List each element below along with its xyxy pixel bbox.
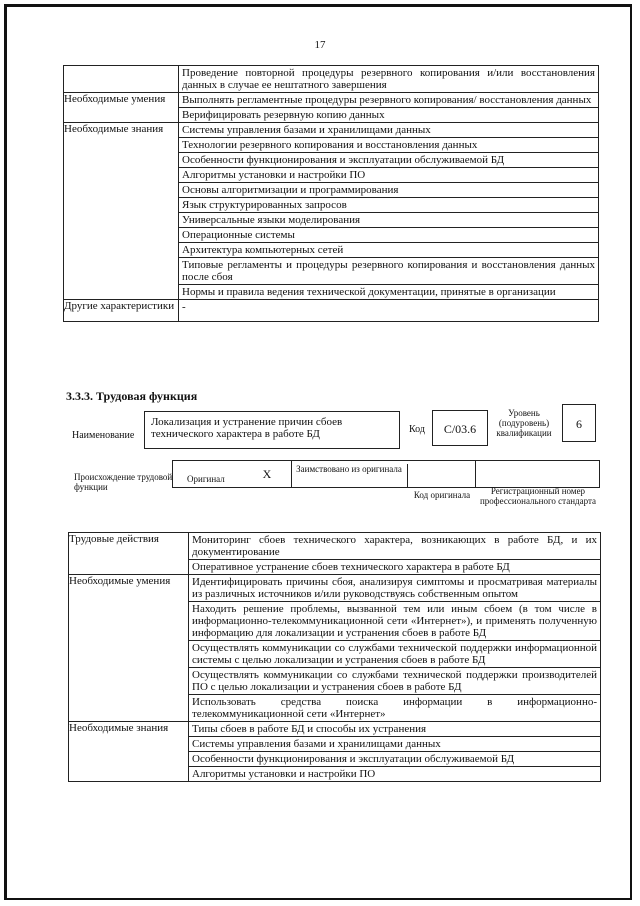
list-item: Алгоритмы установки и настройки ПО xyxy=(192,768,376,780)
row-label: Другие характеристики xyxy=(64,300,179,322)
table-row xyxy=(64,93,599,123)
list-item: Операционные системы xyxy=(179,228,598,243)
reg-number-label: Регистрационный номер профессионального стандарта xyxy=(479,486,597,506)
table-row xyxy=(64,123,599,300)
borrowed-label: Заимствовано из оригинала xyxy=(291,464,408,487)
row-label: Трудовые действия xyxy=(69,533,189,575)
list-item: Мониторинг сбоев технического характера, возникающих в работе БД, и их документирование xyxy=(189,533,600,560)
page-number: 17 xyxy=(314,39,326,51)
list-item: Основы алгоритмизации и программирования xyxy=(179,183,598,198)
table-row xyxy=(69,722,601,782)
row-label: Необходимые знания xyxy=(64,123,179,300)
table-row xyxy=(64,300,599,322)
section-title: 3.3.3. Трудовая функция xyxy=(66,389,198,403)
list-item: Идентифицировать причины сбоя, анализируя симптомы и просматривая материалы из различных источников и/или руководствуясь собственным опытом xyxy=(189,575,600,602)
orig-code-label: Код оригинала xyxy=(413,490,471,500)
skills-table-bottom xyxy=(68,532,601,782)
list-item: - xyxy=(182,301,186,313)
list-item: Проведение повторной процедуры резервного копирования и/или восстановления данных в случае ее нештатного завершения xyxy=(182,67,595,91)
list-item: Архитектура компьютерных сетей xyxy=(179,243,598,258)
list-item: Типовые регламенты и процедуры резервного копирования и восстановления данных после сбоя xyxy=(179,258,598,285)
table-row xyxy=(69,533,601,575)
row-label xyxy=(64,66,179,93)
row-label: Необходимые умения xyxy=(69,575,189,722)
list-item: Верифицировать резервную копию данных xyxy=(182,109,385,121)
table-row xyxy=(64,66,599,93)
list-item: Особенности функционирования и эксплуатации обслуживаемой БД xyxy=(179,153,598,168)
list-item: Осуществлять коммуникации со службами технической поддержки информационной системы с целью локализации и устранения сбоев в работе БД xyxy=(189,641,600,668)
list-item: Осуществлять коммуникации со службами технической поддержки производителей ПО с целью локализации и устранения сбоев в работе БД xyxy=(189,668,600,695)
orig-code-cell xyxy=(407,461,476,487)
list-item: Системы управления базами и хранилищами данных xyxy=(189,737,600,752)
list-item: Системы управления базами и хранилищами данных xyxy=(179,123,598,138)
original-label: Оригинал xyxy=(187,474,225,484)
list-item: Типы сбоев в работе БД и способы их устранения xyxy=(189,722,600,737)
function-name: Локализация и устранение причин сбоев технического характера в работе БД xyxy=(144,411,400,449)
list-item: Находить решение проблемы, вызванной тем или иным сбоем (в том числе в информационно-телекоммуникационной сети «Интернет»), и применять полученную информацию для локализации и устранения сбоев в работе БД xyxy=(189,602,600,641)
table-row xyxy=(69,575,601,722)
code-label: Код xyxy=(409,424,425,435)
origin-label: Происхождение трудовой функции xyxy=(74,472,173,492)
list-item: Использовать средства поиска информации в информационно-телекоммуникационной сети «Интернет» xyxy=(192,696,597,720)
list-item: Язык структурированных запросов xyxy=(179,198,598,213)
origin-row xyxy=(172,460,600,488)
list-item: Оперативное устранение сбоев технического характера в работе БД xyxy=(192,561,510,573)
list-item: Выполнять регламентные процедуры резервного копирования/ восстановления данных xyxy=(179,93,598,108)
row-label: Необходимые умения xyxy=(64,93,179,123)
row-label: Необходимые знания xyxy=(69,722,189,782)
list-item: Технологии резервного копирования и восстановления данных xyxy=(179,138,598,153)
code-value: C/03.6 xyxy=(432,410,488,446)
list-item: Алгоритмы установки и настройки ПО xyxy=(179,168,598,183)
list-item: Особенности функционирования и эксплуатации обслуживаемой БД xyxy=(189,752,600,767)
level-label: Уровень (подуровень) квалификации xyxy=(496,408,552,438)
skills-table-top xyxy=(63,65,599,322)
list-item: Нормы и правила ведения технической документации, принятые в организации xyxy=(182,286,556,298)
level-value: 6 xyxy=(562,404,596,442)
original-mark: X xyxy=(243,461,292,487)
name-label: Наименование xyxy=(72,430,135,441)
list-item: Универсальные языки моделирования xyxy=(179,213,598,228)
